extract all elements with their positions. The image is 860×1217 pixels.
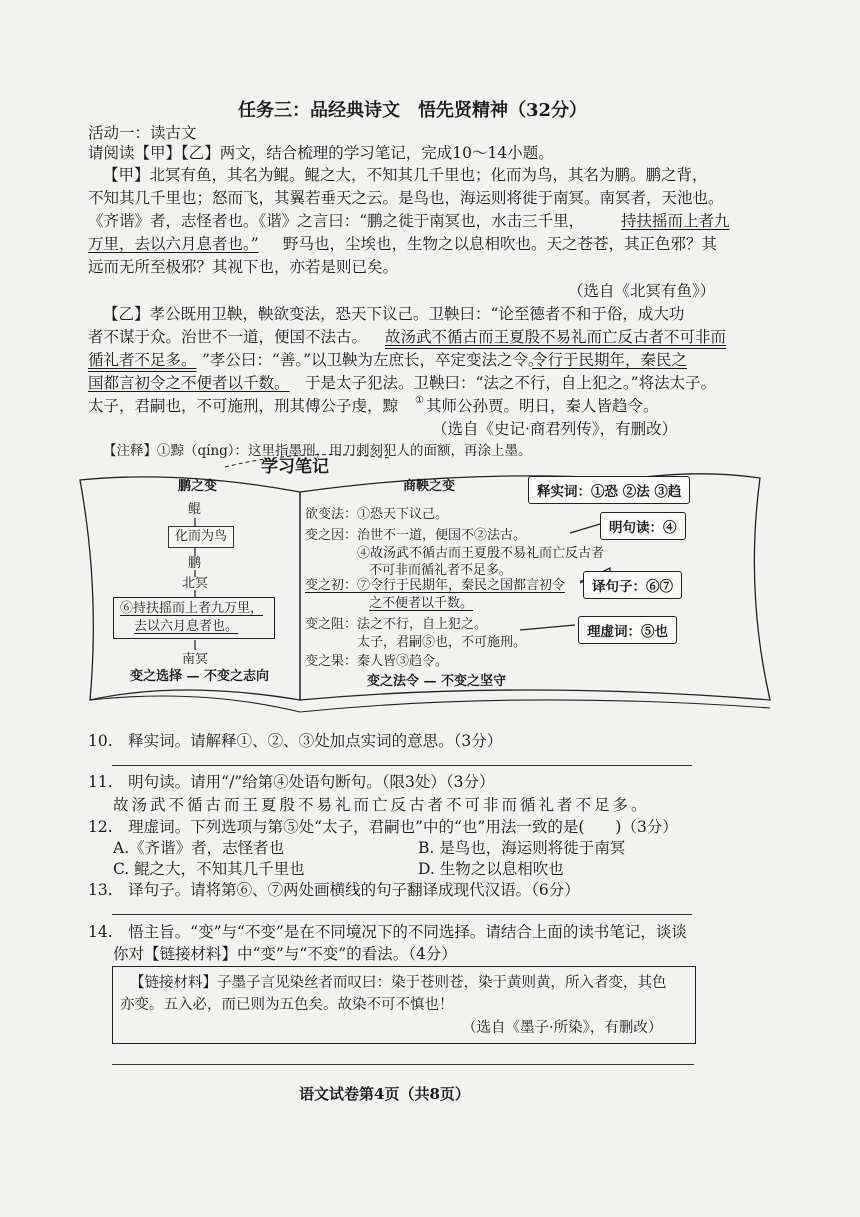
notes-line: 变之果：秦人皆③趋令。 [305, 654, 449, 669]
flow-box: 化而为鸟 [168, 526, 234, 548]
question-10: 10. 释实词。请解释①、②、③处加点实词的意思。（3分） [88, 732, 503, 750]
notes-line: 不可非而循礼者不足多。 [369, 563, 513, 578]
activity-label: 活动一：读古文 [88, 124, 197, 142]
q11-sentence: 故汤武不循古而王夏殷不易礼而亡反古者不可非而循礼者不足多。 [113, 796, 650, 814]
passage-line: 远而无所至极邪？其视下也，亦若是则已矣。 [88, 258, 399, 276]
double-underlined-sentence-4: 循礼者不足多。 [88, 351, 197, 369]
question-11: 11. 明句读。请用“/”给第④处语句断句。（限3处）（3分） [88, 773, 495, 791]
flow-item: 鲲 [188, 502, 202, 517]
answer-line [112, 914, 692, 915]
footnote-marker: ① [415, 395, 424, 406]
notes-title: 学习笔记 [261, 457, 329, 477]
underlined-sentence-7: 国都言初令之不便者以千数。 [88, 374, 290, 392]
notes-line: 欲变法：①恐天下议己。 [305, 507, 449, 522]
flow-item: 去以六月息者也。 [134, 619, 239, 634]
left-header: 鹏之变 [178, 479, 218, 494]
callout-function-word: 理虚词：⑤也 [578, 616, 677, 644]
source-jia: （选自《北冥有鱼》） [568, 282, 716, 300]
flow-item: 鹏 [188, 556, 202, 571]
notes-line: ④故汤武不循古而王夏殷不易礼而亡反古者 [357, 546, 605, 561]
page-footer: 语文试卷第4页（共8页） [299, 1085, 470, 1103]
passage-line: 【乙】孝公既用卫鞅，鞅欲变法，恐天下议己。卫鞅曰：“论至德者不和于俗，成大功 [103, 305, 685, 323]
option-c: C. 鲲之大，不知其几千里也 [113, 860, 305, 878]
link-material-line: 【链接材料】子墨子言见染丝者而叹曰：染于苍则苍，染于黄则黄，所入者变，其色 [130, 975, 667, 991]
link-material-line: 亦变。五入必，而已则为五色矣。故染不可不慎也！ [120, 997, 454, 1013]
passage-line: 不知其几千里也；怒而飞，其翼若垂天之云。是鸟也，海运则将徙于南冥。南冥者，天池也。 [88, 189, 724, 207]
passage-line: 【甲】北冥有鱼，其名为鲲。鲲之大，不知其几千里也；化而为鸟，其名为鹏。鹏之背， [103, 166, 708, 184]
notes-line: 变之阻：法之不行，自上犯之。 [305, 617, 488, 632]
notes-line: 变之初：⑦令行于民期年，秦民之国都言初令 [305, 578, 566, 593]
option-a: A.《齐谐》者，志怪者也 [113, 839, 285, 857]
link-material-source: （选自《墨子·所染》，有删改） [462, 1020, 663, 1036]
bottom-rule [112, 1064, 694, 1065]
notes-line: 之不便者以千数。 [369, 596, 474, 611]
notes-line: 太子，君嗣⑤也，不可施刑。 [357, 635, 527, 650]
flow-item: ⑥持扶摇而上者九万里， [120, 601, 264, 616]
flow-item: 南冥 [182, 652, 209, 667]
question-13: 13. 译句子。请将第⑥、⑦两处画横线的句子翻译成现代汉语。（6分） [88, 881, 580, 899]
passage-line: 者不谋于众。治世不一道，便国不法古。 [88, 328, 368, 346]
right-footer: 变之法令 — 不变之坚守 [367, 674, 507, 689]
passage-line: 野马也，尘埃也，生物之以息相吹也。天之苍苍，其正色邪？其 [283, 235, 718, 253]
question-14-cont: 你对【链接材料】中“变”与“不变”的看法。（4分） [113, 945, 457, 963]
question-14: 14. 悟主旨。“变”与“不变”是在不同境况下的不同选择。请结合上面的读书笔记，谈谈 [88, 923, 687, 941]
callout-punctuation: 明句读：④ [600, 512, 686, 540]
passage-line: 太子，君嗣也，不可施刑，刑其傅公子虔，黥 [88, 397, 399, 415]
right-header: 商鞅之变 [403, 479, 456, 494]
annotation: 【注释】①黥（qíng）：这里指墨刑，用刀刺刻犯人的面额，再涂上墨。 [103, 443, 532, 459]
underlined-sentence-7: 令行于民期年，秦民之 [532, 351, 688, 369]
underlined-sentence-6: 万里，去以六月息者也。” [88, 235, 259, 253]
passage-line: 其师公孙贾。明日，秦人皆趋令。 [426, 397, 659, 415]
answer-line [112, 765, 692, 766]
underlined-sentence-6: 持扶摇而上者九 [621, 212, 730, 230]
notes-line: 变之因：治世不一道，便国不②法古。 [305, 528, 527, 543]
option-d: D. 生物之以息相吹也 [418, 860, 564, 878]
instruction: 请阅读【甲】【乙】两文，结合梳理的学习笔记，完成10～14小题。 [88, 144, 554, 162]
question-12: 12. 理虚词。下列选项与第⑤处“太子，君嗣也”中的“也”用法一致的是( )（3分） [88, 818, 678, 836]
flow-item: 北冥 [182, 576, 209, 591]
left-footer: 变之选择 — 不变之志向 [130, 669, 270, 684]
task-title: 任务三：品经典诗文 悟先贤精神（32分） [238, 100, 588, 121]
double-underlined-sentence-4: 故汤武不循古而王夏殷不易礼而亡反古者不可非而 [385, 328, 727, 346]
passage-line: 《齐谐》者，志怪者也。《谐》之言曰：“鹏之徙于南冥也，水击三千里， [88, 212, 585, 230]
source-yi: （选自《史记·商君列传》，有删改） [432, 420, 678, 438]
option-b: B. 是鸟也，海运则将徙于南冥 [418, 839, 626, 857]
callout-vocab: 释实词：①恐 ②法 ③趋 [528, 476, 690, 504]
passage-line: 于是太子犯法。卫鞅曰：“法之不行，自上犯之。”将法太子。 [305, 374, 717, 392]
passage-line: ”孝公曰：“善。”以卫鞅为左庶长，卒定变法之令。 [202, 351, 544, 369]
callout-translate: 译句子：⑥⑦ [583, 571, 682, 599]
